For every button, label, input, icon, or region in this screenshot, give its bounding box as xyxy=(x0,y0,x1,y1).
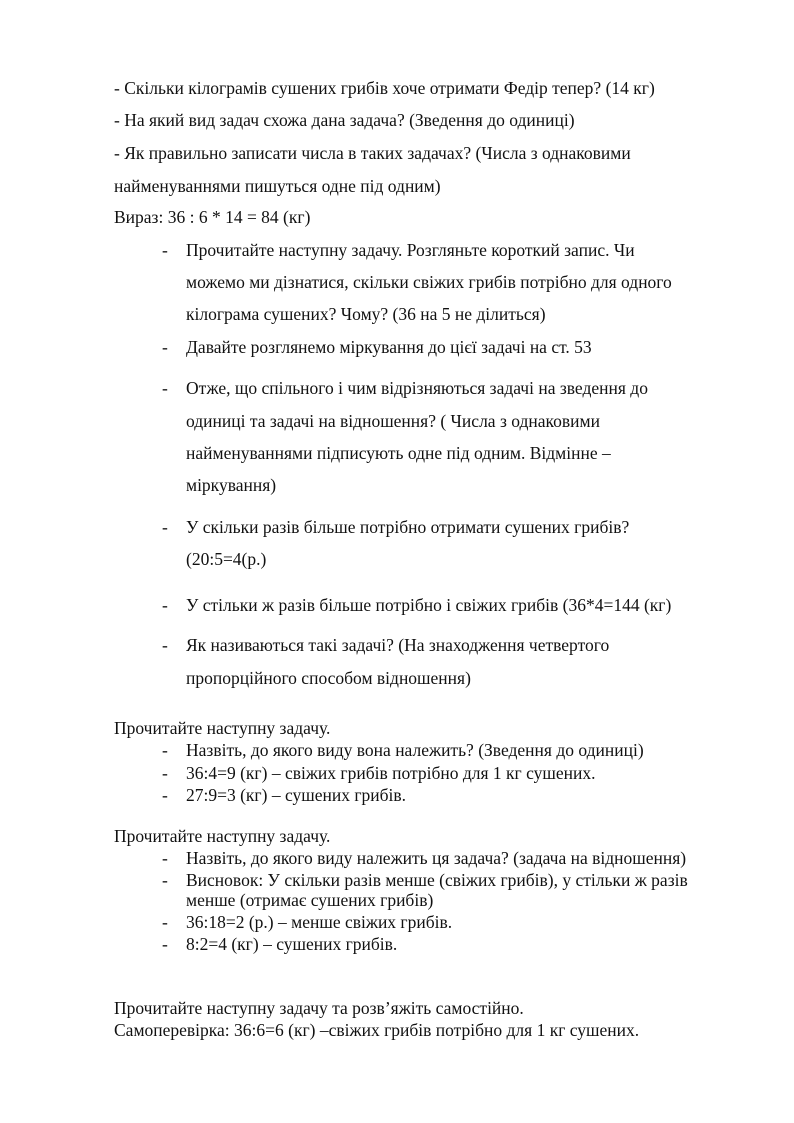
bullet-marker: - xyxy=(162,912,168,932)
task-3-item-2-cont: менше (отримає сушених грибів) xyxy=(186,890,434,910)
task-3-item-1: Назвіть, до якого виду належить ця задача? (задача на відношення) xyxy=(186,848,687,868)
bullet-marker: - xyxy=(162,848,168,868)
task-3-item-2: Висновок: У скільки разів менше (свіжих грибів), у стільки ж разів xyxy=(186,870,688,890)
bullet-marker: - xyxy=(162,378,168,398)
task-2-heading: Прочитайте наступну задачу. xyxy=(114,718,331,738)
bullet-marker: - xyxy=(162,517,168,537)
bullet-6-line-2: пропорційного способом відношення) xyxy=(186,668,471,688)
bullet-1-line-1: Прочитайте наступну задачу. Розгляньте короткий запис. Чи xyxy=(186,240,635,260)
task-4-heading: Прочитайте наступну задачу та розв’яжіть самостійно. xyxy=(114,998,524,1018)
bullet-marker: - xyxy=(162,595,168,615)
bullet-marker: - xyxy=(162,870,168,890)
task-3-item-4: 8:2=4 (кг) – сушених грибів. xyxy=(186,934,398,954)
task-2-item-3: 27:9=3 (кг) – сушених грибів. xyxy=(186,785,407,805)
bullet-5-line-1: У стільки ж разів більше потрібно і свіжих грибів (36*4=144 (кг) xyxy=(186,595,672,615)
self-check-line: Самоперевірка: 36:6=6 (кг) –свіжих грибів потрібно для 1 кг сушених. xyxy=(114,1020,640,1040)
bullet-marker: - xyxy=(162,934,168,954)
task-3-heading: Прочитайте наступну задачу. xyxy=(114,826,331,846)
expression-line: Вираз: 36 : 6 * 14 = 84 (кг) xyxy=(114,207,311,227)
task-2-item-2: 36:4=9 (кг) – свіжих грибів потрібно для 1 кг сушених. xyxy=(186,763,596,783)
bullet-4-line-2: (20:5=4(р.) xyxy=(186,549,267,569)
bullet-3-line-4: міркування) xyxy=(186,475,277,495)
bullet-3-line-3: найменуваннями підписують одне під одним. Відмінне – xyxy=(186,443,611,463)
bullet-marker: - xyxy=(162,635,168,655)
intro-line-4: найменуваннями пишуться одне під одним) xyxy=(114,176,441,196)
bullet-marker: - xyxy=(162,337,168,357)
bullet-marker: - xyxy=(162,740,168,760)
intro-line-1: - Скільки кілограмів сушених грибів хоче отримати Федір тепер? (14 кг) xyxy=(114,78,655,98)
bullet-marker: - xyxy=(162,785,168,805)
bullet-4-line-1: У скільки разів більше потрібно отримати сушених грибів? xyxy=(186,517,630,537)
bullet-3-line-1: Отже, що спільного і чим відрізняються задачі на зведення до xyxy=(186,378,648,398)
bullet-6-line-1: Як називаються такі задачі? (На знаходження четвертого xyxy=(186,635,610,655)
bullet-marker: - xyxy=(162,240,168,260)
bullet-1-line-2: можемо ми дізнатися, скільки свіжих грибів потрібно для одного xyxy=(186,272,672,292)
task-2-item-1: Назвіть, до якого виду вона належить? (Зведення до одиниці) xyxy=(186,740,644,760)
bullet-2-line-1: Давайте розглянемо міркування до цієї задачі на ст. 53 xyxy=(186,337,592,357)
task-3-item-3: 36:18=2 (р.) – менше свіжих грибів. xyxy=(186,912,453,932)
bullet-marker: - xyxy=(162,763,168,783)
bullet-1-line-3: кілограма сушених? Чому? (36 на 5 не ділиться) xyxy=(186,304,546,324)
bullet-3-line-2: одиниці та задачі на відношення? ( Числа з однаковими xyxy=(186,411,600,431)
intro-line-3: - Як правильно записати числа в таких задачах? (Числа з однаковими xyxy=(114,143,631,163)
intro-line-2: - На який вид задач схожа дана задача? (Зведення до одиниці) xyxy=(114,110,575,130)
